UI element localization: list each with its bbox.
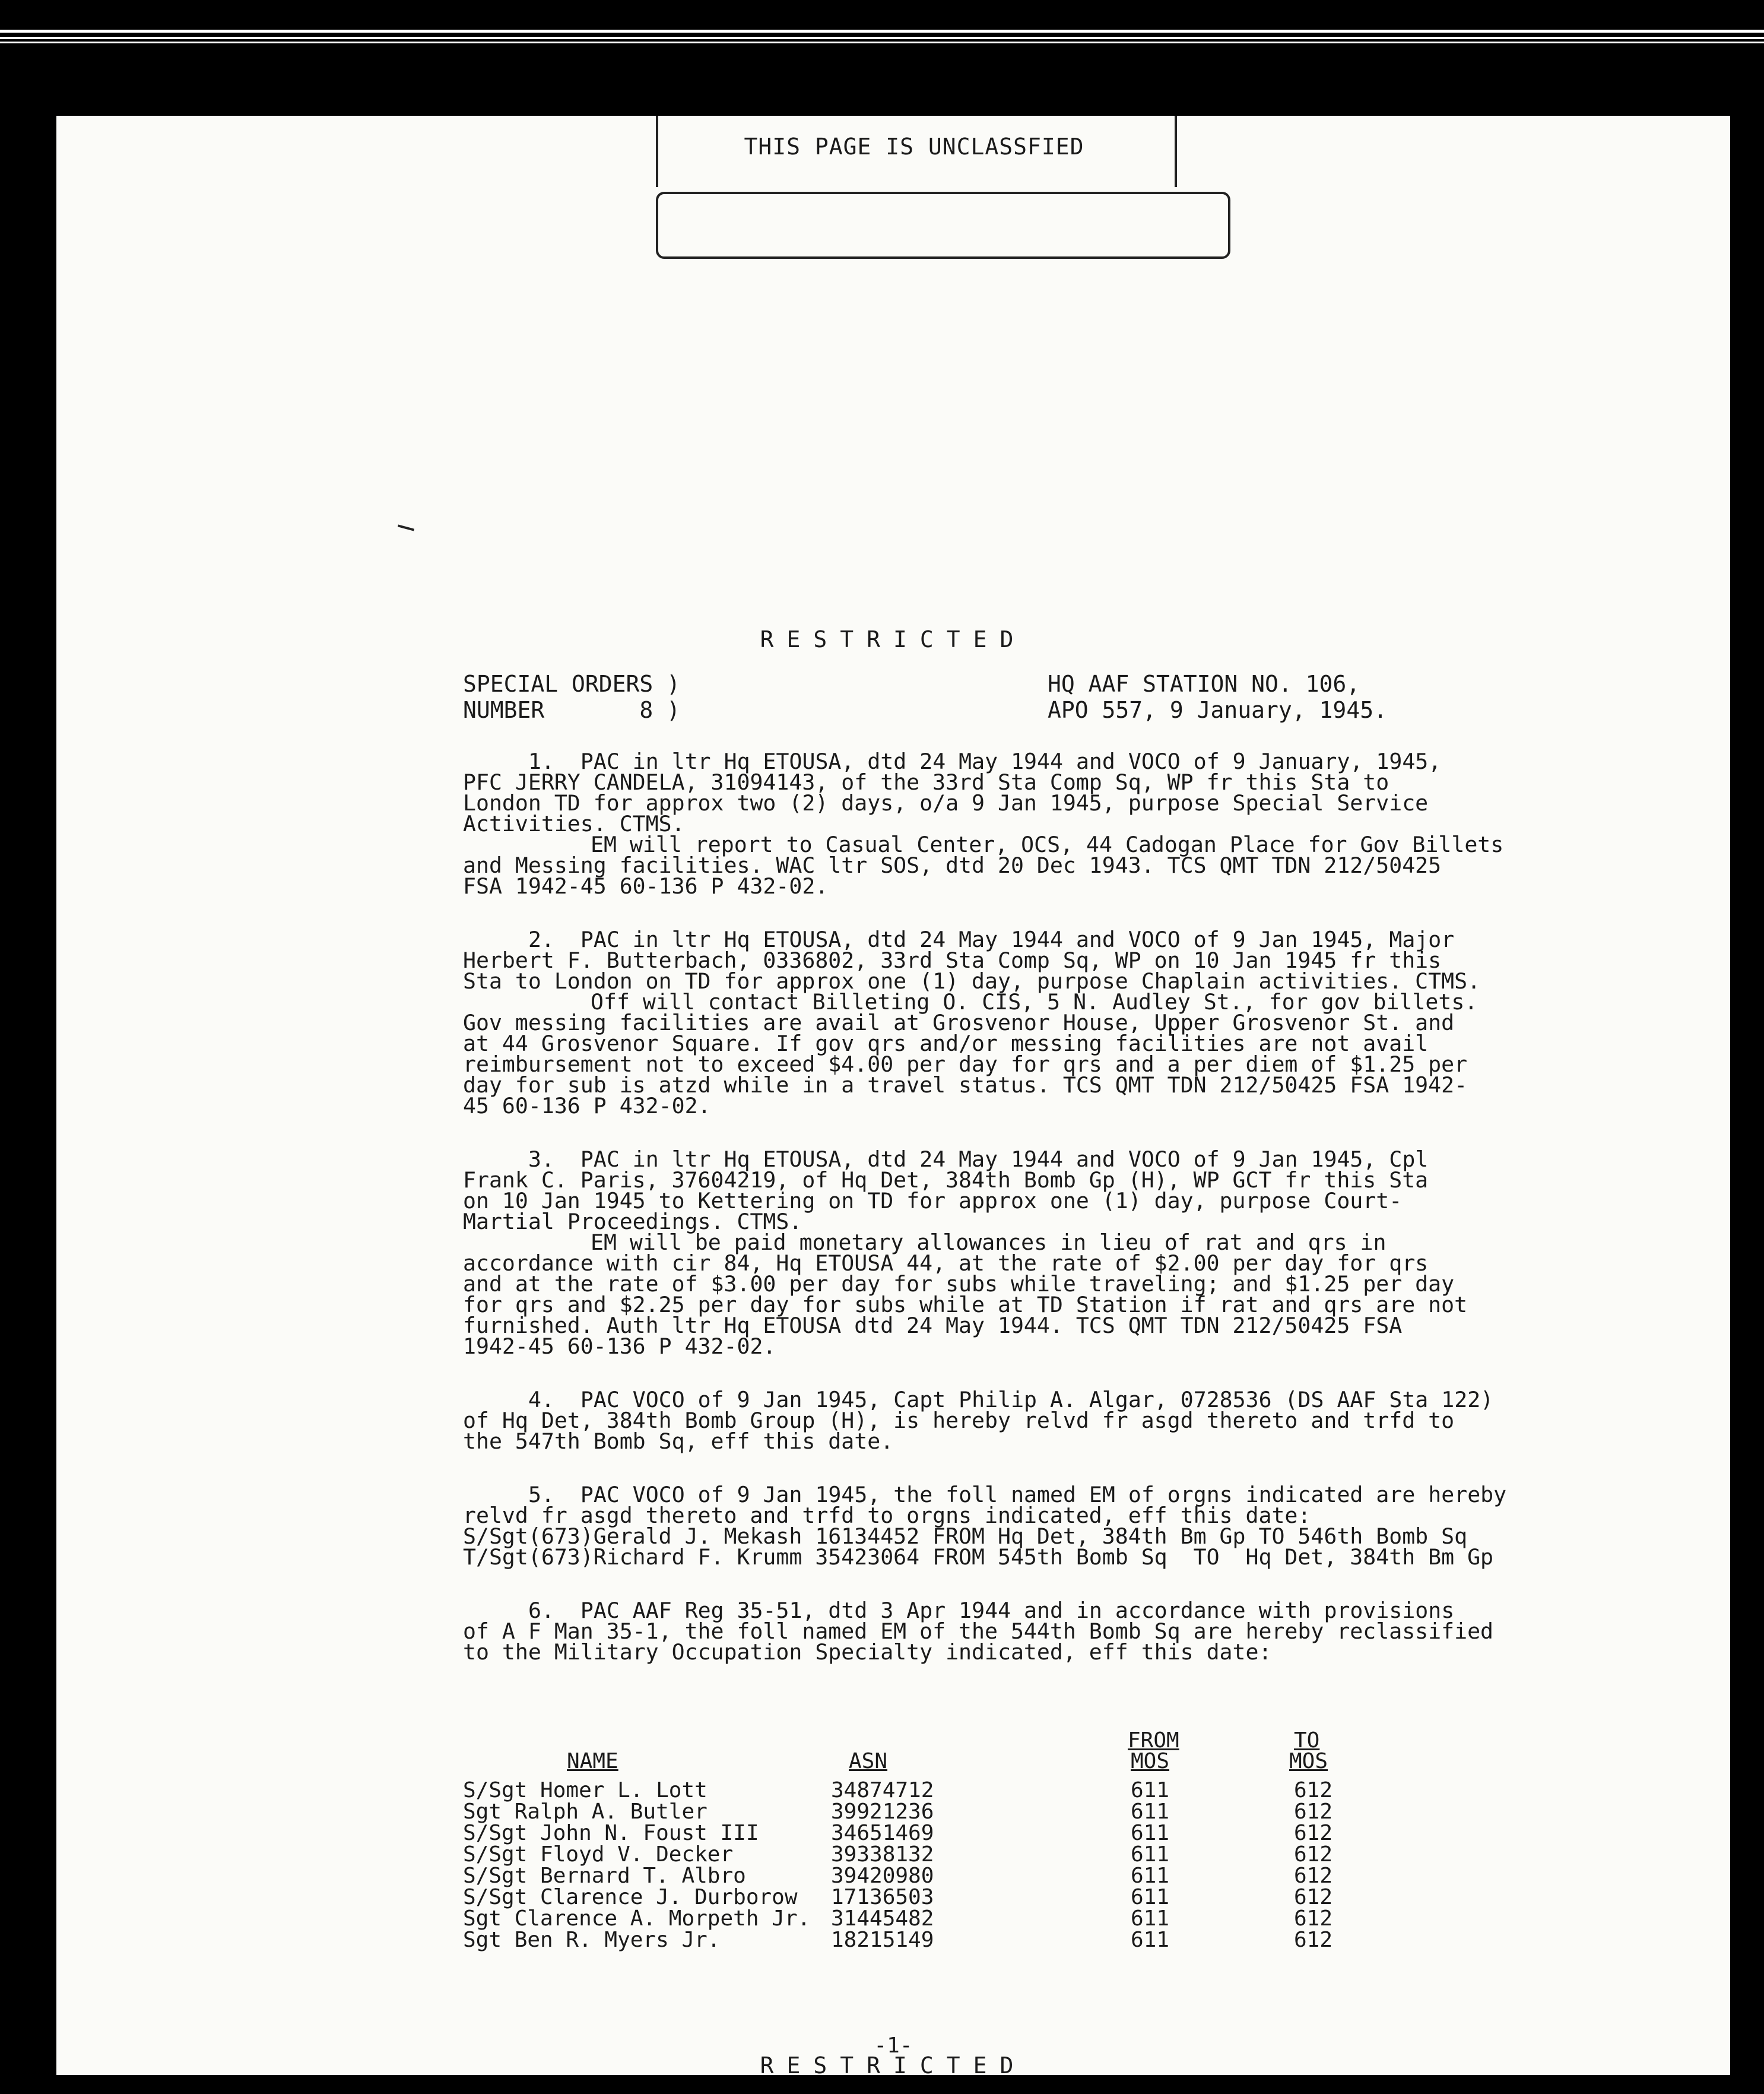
paragraph-line: to the Military Occupation Specialty indicated, eff this date: bbox=[463, 1639, 1272, 1665]
scan-border-line bbox=[0, 42, 1764, 43]
cell-to: 612 bbox=[1294, 1778, 1333, 1802]
cell-name: S/Sgt John N. Foust III bbox=[463, 1821, 759, 1845]
paragraph-line: PFC JERRY CANDELA, 31094143, of the 33rd Sta Comp Sq, WP fr this Sta to bbox=[463, 769, 1389, 795]
table-row bbox=[463, 1885, 1496, 1909]
paragraph-line: day for sub is atzd while in a travel status. TCS QMT TDN 212/50425 FSA 1942- bbox=[463, 1072, 1468, 1098]
paragraph-line: of Hq Det, 384th Bomb Group (H), is hereby relvd fr asgd thereto and trfd to bbox=[463, 1408, 1455, 1433]
paragraph-line: on 10 Jan 1945 to Kettering on TD for approx one (1) day, purpose Court- bbox=[463, 1188, 1403, 1214]
paragraph-line: 2. PAC in ltr Hq ETOUSA, dtd 24 May 1944 and VOCO of 9 Jan 1945, Major bbox=[528, 927, 1455, 952]
paragraph-line: Gov messing facilities are avail at Grosvenor House, Upper Grosvenor St. and bbox=[463, 1010, 1455, 1035]
col-header-to-mos: MOS bbox=[1289, 1749, 1328, 1773]
cell-from: 611 bbox=[1131, 1821, 1170, 1845]
paragraph-line: London TD for approx two (2) days, o/a 9 Jan 1945, purpose Special Service bbox=[463, 790, 1429, 816]
paragraph-line: Frank C. Paris, 37604219, of Hq Det, 384th Bomb Gp (H), WP GCT fr this Sta bbox=[463, 1167, 1429, 1193]
orders-title: SPECIAL ORDERS ) bbox=[463, 671, 681, 697]
table-row bbox=[463, 1821, 1496, 1845]
paragraph-line: 45 60-136 P 432-02. bbox=[463, 1093, 711, 1119]
paragraph-line: 5. PAC VOCO of 9 Jan 1945, the foll named EM of orgns indicated are hereby bbox=[528, 1482, 1507, 1507]
paragraph-line: EM will report to Casual Center, OCS, 44 Cadogan Place for Gov Billets bbox=[591, 832, 1504, 857]
classification-bottom: RESTRICTED bbox=[760, 2052, 1027, 2079]
col-header-asn: ASN bbox=[849, 1749, 888, 1773]
cell-from: 611 bbox=[1131, 1885, 1170, 1909]
paragraph-line: at 44 Grosvenor Square. If gov qrs and/or messing facilities are not avail bbox=[463, 1031, 1429, 1056]
unclassified-stamp bbox=[656, 116, 1232, 264]
paragraph-line: of A F Man 35-1, the foll named EM of the 544th Bomb Sq are hereby reclassified bbox=[463, 1618, 1494, 1644]
cell-name: S/Sgt Clarence J. Durborow bbox=[463, 1885, 798, 1909]
paragraph-line: Activities. CTMS. bbox=[463, 811, 685, 837]
table-row bbox=[463, 1906, 1496, 1931]
paragraph-line: furnished. Auth ltr Hq ETOUSA dtd 24 May 1944. TCS QMT TDN 212/50425 FSA bbox=[463, 1313, 1403, 1338]
col-header-from: FROM bbox=[1128, 1728, 1179, 1753]
cell-name: S/Sgt Floyd V. Decker bbox=[463, 1842, 734, 1867]
order-paragraph bbox=[463, 927, 1496, 1119]
cell-asn: 34874712 bbox=[831, 1778, 934, 1802]
scan-border-line bbox=[0, 30, 1764, 33]
paragraph-line: 4. PAC VOCO of 9 Jan 1945, Capt Philip A. Algar, 0728536 (DS AAF Sta 122) bbox=[528, 1387, 1494, 1412]
cell-asn: 17136503 bbox=[831, 1885, 934, 1909]
paragraph-line: T/Sgt(673)Richard F. Krumm 35423064 FROM 545th Bomb Sq TO Hq Det, 384th Bm Gp bbox=[463, 1544, 1494, 1570]
table-row bbox=[463, 1842, 1496, 1867]
order-date: APO 557, 9 January, 1945. bbox=[1048, 697, 1387, 723]
cell-name: Sgt Ralph A. Butler bbox=[463, 1800, 707, 1824]
paragraph-line: the 547th Bomb Sq, eff this date. bbox=[463, 1428, 894, 1454]
stamp-text: THIS PAGE IS UNCLASSFIED bbox=[744, 134, 1084, 160]
col-header-to: TO bbox=[1294, 1728, 1320, 1753]
paragraph-line: Martial Proceedings. CTMS. bbox=[463, 1209, 802, 1234]
col-header-name: NAME bbox=[567, 1749, 618, 1773]
cell-to: 612 bbox=[1294, 1821, 1333, 1845]
paragraph-line: S/Sgt(673)Gerald J. Mekash 16134452 FROM Hq Det, 384th Bm Gp TO 546th Bomb Sq bbox=[463, 1523, 1468, 1549]
cell-from: 611 bbox=[1131, 1906, 1170, 1931]
table-row bbox=[463, 1864, 1496, 1888]
paragraph-line: Sta to London on TD for approx one (1) day, purpose Chaplain activities. CTMS. bbox=[463, 968, 1481, 994]
cell-asn: 39338132 bbox=[831, 1842, 934, 1867]
paragraph-line: FSA 1942-45 60-136 P 432-02. bbox=[463, 873, 829, 899]
orders-header-left bbox=[463, 671, 680, 723]
station-name: HQ AAF STATION NO. 106, bbox=[1048, 671, 1360, 697]
cell-name: Sgt Clarence A. Morpeth Jr. bbox=[463, 1906, 811, 1931]
paragraph-line: for qrs and $2.25 per day for subs while at TD Station if rat and qrs are not bbox=[463, 1292, 1468, 1317]
cell-to: 612 bbox=[1294, 1842, 1333, 1867]
cell-to: 612 bbox=[1294, 1800, 1333, 1824]
order-paragraph bbox=[463, 749, 1504, 899]
cell-asn: 18215149 bbox=[831, 1928, 934, 1952]
order-paragraph bbox=[463, 1146, 1496, 1359]
cell-asn: 39420980 bbox=[831, 1864, 934, 1888]
cell-name: Sgt Ben R. Myers Jr. bbox=[463, 1928, 721, 1952]
cell-from: 611 bbox=[1131, 1928, 1170, 1952]
cell-to: 612 bbox=[1294, 1885, 1333, 1909]
scan-border-line bbox=[0, 37, 1764, 39]
paragraph-line: 3. PAC in ltr Hq ETOUSA, dtd 24 May 1944 and VOCO of 9 Jan 1945, Cpl bbox=[528, 1146, 1429, 1172]
cell-from: 611 bbox=[1131, 1800, 1170, 1824]
cell-asn: 39921236 bbox=[831, 1800, 934, 1824]
paragraph-line: 1. PAC in ltr Hq ETOUSA, dtd 24 May 1944 and VOCO of 9 January, 1945, bbox=[528, 749, 1442, 774]
scan-artifact bbox=[398, 524, 414, 531]
paragraph-line: and Messing facilities. WAC ltr SOS, dtd 20 Dec 1943. TCS QMT TDN 212/50425 bbox=[463, 853, 1442, 878]
cell-from: 611 bbox=[1131, 1842, 1170, 1867]
page-number: -1- bbox=[874, 2033, 913, 2058]
col-header-from-mos: MOS bbox=[1131, 1749, 1170, 1773]
order-paragraph bbox=[463, 1598, 1496, 1665]
orders-number: NUMBER 8 ) bbox=[463, 697, 681, 723]
cell-to: 612 bbox=[1294, 1906, 1333, 1931]
cell-asn: 34651469 bbox=[831, 1821, 934, 1845]
order-paragraph bbox=[463, 1389, 1496, 1452]
cell-from: 611 bbox=[1131, 1778, 1170, 1802]
classification-top: RESTRICTED bbox=[760, 626, 1027, 652]
table-row bbox=[463, 1928, 1496, 1952]
order-paragraph bbox=[463, 1482, 1507, 1570]
cell-name: S/Sgt Homer L. Lott bbox=[463, 1778, 707, 1802]
paragraph-line: relvd fr asgd thereto and trfd to orgns indicated, eff this date: bbox=[463, 1503, 1311, 1528]
paragraph-line: EM will be paid monetary allowances in lieu of rat and qrs in bbox=[591, 1230, 1387, 1255]
paragraph-line: and at the rate of $3.00 per day for subs while traveling; and $1.25 per day bbox=[463, 1271, 1455, 1297]
paragraph-line: 1942-45 60-136 P 432-02. bbox=[463, 1333, 776, 1359]
cell-to: 612 bbox=[1294, 1864, 1333, 1888]
document-page bbox=[56, 116, 1730, 2079]
orders-header-right bbox=[1048, 671, 1387, 723]
paragraph-line: Off will contact Billeting O. CIS, 5 N. Audley St., for gov billets. bbox=[591, 989, 1478, 1015]
cell-to: 612 bbox=[1294, 1928, 1333, 1952]
paragraph-line: reimbursement not to exceed $4.00 per day for qrs and a per diem of $1.25 per bbox=[463, 1051, 1468, 1077]
cell-name: S/Sgt Bernard T. Albro bbox=[463, 1864, 746, 1888]
paragraph-line: 6. PAC AAF Reg 35-51, dtd 3 Apr 1944 and in accordance with provisions bbox=[528, 1598, 1455, 1623]
table-row bbox=[463, 1800, 1496, 1824]
cell-asn: 31445482 bbox=[831, 1906, 934, 1931]
orders-body bbox=[463, 749, 1507, 1695]
table-row bbox=[463, 1778, 1496, 1802]
paragraph-line: Herbert F. Butterbach, 0336802, 33rd Sta Comp Sq, WP on 10 Jan 1945 fr this bbox=[463, 948, 1442, 973]
cell-from: 611 bbox=[1131, 1864, 1170, 1888]
stamp-tab bbox=[656, 192, 1230, 259]
paragraph-line: accordance with cir 84, Hq ETOUSA 44, at the rate of $2.00 per day for qrs bbox=[463, 1250, 1429, 1276]
